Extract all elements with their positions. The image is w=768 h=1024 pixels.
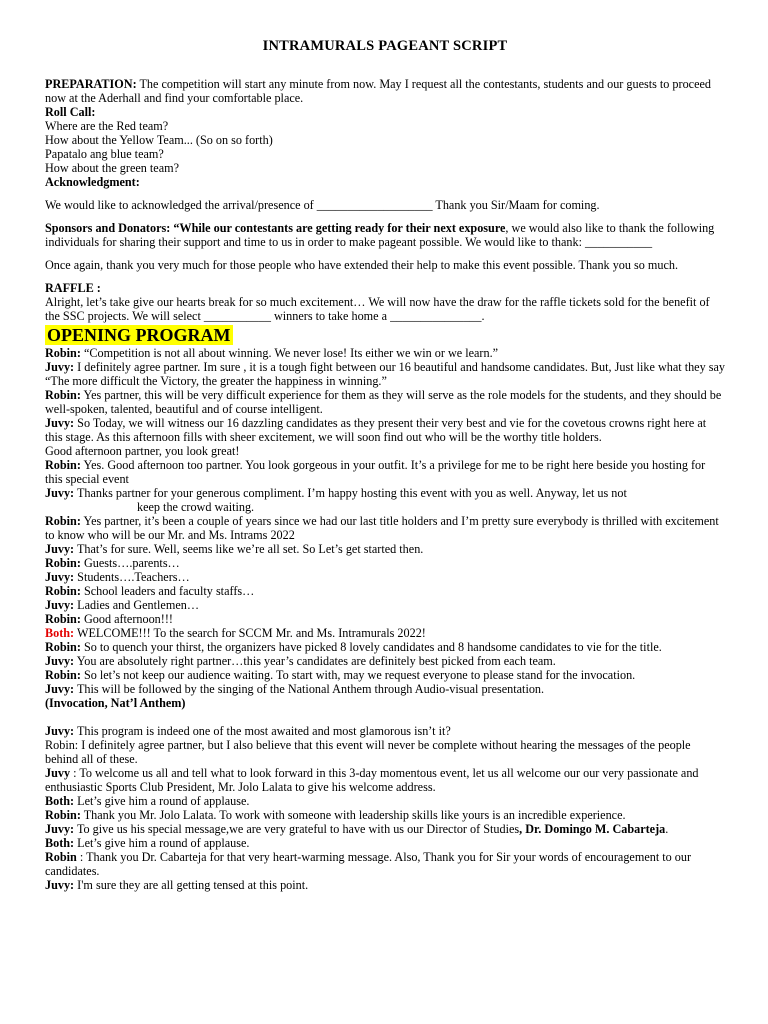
speaker-label: Juvy: [45,654,75,668]
document-title: INTRAMURALS PAGEANT SCRIPT [262,38,508,54]
speaker-text: Thank you Mr. Jolo Lalata. To work with someone with leadership skills like yours is an incredible experience. [80,808,626,822]
speaker-label: Both: [45,626,75,640]
script-line [45,724,725,738]
script-block [45,346,725,696]
speaker-text-bold: , Dr. Domingo M. Cabarteja [519,822,666,836]
script-line [45,458,725,486]
opening-program-title: OPENING PROGRAM [47,325,231,345]
raffle-label: RAFFLE : [45,281,101,295]
speaker-label: Both: [45,836,75,850]
acknowledgment-label: Acknowledgment: [45,175,140,189]
script-line [45,808,725,822]
speaker-label: Robin: [45,808,81,822]
speaker-text-tail: . [665,822,669,836]
speaker-label: Juvy: [45,542,75,556]
speaker-text: keep the crowd waiting. [137,500,255,514]
speaker-text: “Competition is not all about winning. We never lose! Its either we win or we learn.” [80,346,499,360]
speaker-label: Robin [45,850,77,864]
speaker-text: You are absolutely right partner…this year’s candidates are definitely best picked from each team. [74,654,556,668]
invocation-note: (Invocation, Nat’l Anthem) [45,696,186,710]
script-line [45,640,725,654]
speaker-label: Juvy: [45,486,75,500]
script-line [45,654,725,668]
speaker-label: Robin: [45,388,81,402]
script-block-2 [45,724,725,892]
script-line [45,766,725,794]
speaker-text: That’s for sure. Well, seems like we’re all set. So Let’s get started then. [74,542,424,556]
acknowledgment-text: We would like to acknowledged the arrival/presence of ___________________ Thank you Sir/Maam for coming. [45,198,600,212]
blank-line [45,710,725,724]
speaker-label: Robin: [45,458,81,472]
script-line [45,556,725,570]
sponsors-paragraph [45,221,725,249]
speaker-text: I definitely agree partner. Im sure , it is a tough fight between our 16 beautiful and handsome candidates. But, Just like what they say “The more difficult the Victory, the greater the happiness in winning.” [45,360,725,388]
script-line [45,836,725,850]
preparation-paragraph [45,77,725,105]
speaker-label: Juvy: [45,682,75,696]
speaker-label: Robin: [45,584,81,598]
speaker-text: Robin: I definitely agree partner, but I also believe that this event will never be complete without hearing the messages of the people behind all of these. [45,738,691,766]
script-line [45,444,725,458]
script-line [45,598,725,612]
speaker-text: So Today, we will witness our 16 dazzling candidates as they present their very best and vie for the covetous crowns right here at this stage. As this afternoon fills with sheer excitement, we will soon find out who will be the worthy title holders. [45,416,707,444]
script-line [45,822,725,836]
speaker-text: Good afternoon partner, you look great! [45,444,240,458]
script-line [45,500,725,514]
speaker-label: Robin: [45,514,81,528]
speaker-text: This will be followed by the singing of the National Anthem through Audio-visual presentation. [74,682,545,696]
speaker-label: Robin: [45,668,81,682]
script-line [45,416,725,444]
speaker-text: Guests….parents… [80,556,180,570]
speaker-text: So let’s not keep our audience waiting. To start with, may we request everyone to please stand for the invocation. [80,668,636,682]
roll-call-label: Roll Call: [45,105,96,119]
speaker-label: Robin: [45,640,81,654]
script-line [45,542,725,556]
speaker-label: Juvy: [45,570,75,584]
script-line [45,388,725,416]
script-line [45,682,725,696]
sponsors-text: , we would also like to thank the following individuals for sharing their support and time to us in order to make pageant possible. We would like to thank: ___________ [45,221,715,249]
speaker-label: Juvy: [45,360,75,374]
speaker-label: Juvy: [45,724,75,738]
script-line [45,878,725,892]
document-page [45,38,725,892]
preparation-label: PREPARATION: [45,77,137,91]
speaker-text: Let’s give him a round of applause. [74,794,250,808]
script-line [45,794,725,808]
speaker-text: Thanks partner for your generous compliment. I’m happy hosting this event with you as well. Anyway, let us not [74,486,627,500]
speaker-label: Juvy: [45,598,75,612]
speaker-text: Yes partner, this will be very difficult experience for them as they will serve as the role models for the students, and they should be well-spoken, talented, beautiful and of course intelligent. [45,388,722,416]
speaker-text: Let’s give him a round of applause. [74,836,250,850]
speaker-text: Students….Teachers… [74,570,190,584]
sponsors-label: Sponsors and Donators: “While our contestants are getting ready for their next exposure [45,221,506,235]
speaker-text: School leaders and faculty staffs… [80,584,255,598]
script-line [45,584,725,598]
script-line [45,850,725,878]
script-line [45,738,725,766]
script-line [45,570,725,584]
script-line [45,360,725,388]
speaker-text: I'm sure they are all getting tensed at this point. [74,878,309,892]
thanks-paragraph: Once again, thank you very much for those people who have extended their help to make this event possible. Thank you so much. [45,258,679,272]
speaker-text: : Thank you Dr. Cabarteja for that very heart-warming message. Also, Thank you for Sir your words of encouragement to our candidates. [45,850,692,878]
speaker-text: : To welcome us all and tell what to look forward in this 3-day momentous event, let us all welcome our our very passionate and enthusiastic Sports Club President, Mr. Jolo Lalata to give his welcome address. [45,766,699,794]
script-line [45,626,725,640]
script-line [45,668,725,682]
roll-call-line: Where are the Red team? [45,119,169,133]
roll-call-line: How about the green team? [45,161,180,175]
speaker-text: Yes. Good afternoon too partner. You look gorgeous in your outfit. It’s a privilege for me to be right here beside you hosting for this special event [45,458,706,486]
speaker-text: Good afternoon!!! [80,612,173,626]
script-line [45,514,725,542]
speaker-label: Juvy: [45,822,75,836]
speaker-label: Juvy: [45,878,75,892]
script-line [45,486,725,500]
speaker-text: WELCOME!!! To the search for SCCM Mr. and Ms. Intramurals 2022! [74,626,426,640]
speaker-label: Robin: [45,556,81,570]
preparation-text: The competition will start any minute from now. May I request all the contestants, students and our guests to proceed now at the Aderhall and find your comfortable place. [45,77,712,105]
roll-call-line: How about the Yellow Team... (So on so forth) [45,133,273,147]
speaker-label: Both: [45,794,75,808]
roll-call-line: Papatalo ang blue team? [45,147,164,161]
script-line [45,346,725,360]
speaker-text: So to quench your thirst, the organizers have picked 8 lovely candidates and 8 handsome candidates to vie for the title. [80,640,662,654]
speaker-label: Robin: [45,346,81,360]
speaker-text: Yes partner, it’s been a couple of years since we had our last title holders and I’m pretty sure everybody is thrilled with excitement to know who will be our Mr. and Ms. Intrams 2022 [45,514,719,542]
speaker-text: This program is indeed one of the most awaited and most glamorous isn’t it? [74,724,451,738]
speaker-text: Ladies and Gentlemen… [74,598,200,612]
script-line [45,612,725,626]
raffle-text: Alright, let’s take give our hearts break for so much excitement… We will now have the draw for the raffle tickets sold for the benefit of the SSC projects. We will select ___________ winners to take home a _______________. [45,295,710,323]
opening-program-heading [45,323,725,346]
speaker-label: Robin: [45,612,81,626]
speaker-text: To give us his special message,we are very grateful to have with us our Director of Studies [74,822,520,836]
speaker-label: Juvy: [45,416,75,430]
speaker-label: Juvy [45,766,71,780]
